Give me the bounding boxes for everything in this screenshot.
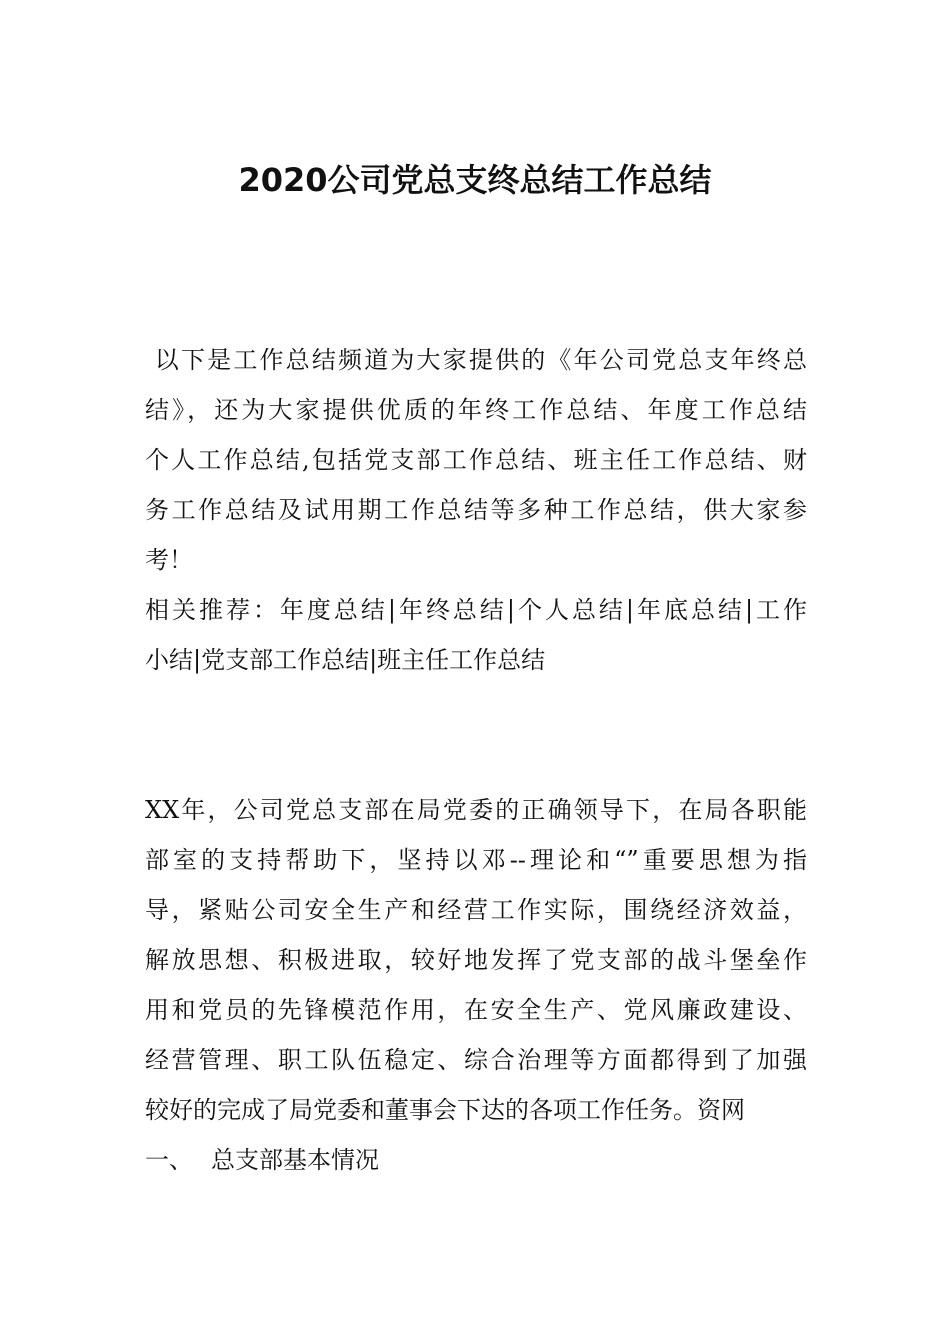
section-heading-number: 一、 (145, 1146, 193, 1174)
body-paragraph (145, 785, 807, 1135)
intro-paragraph (145, 335, 807, 585)
recommend-line: 小结|党支部工作总结|班主任工作总结 (145, 646, 546, 674)
intro-line: 考！ (145, 546, 193, 574)
intro-line: 个人工作总结,包括党支部工作总结、班主任工作总结、财 (145, 446, 807, 474)
body-line: 用和党员的先锋模范作用，在安全生产、党风廉政建设、 (145, 996, 807, 1024)
recommend-paragraph (145, 585, 807, 685)
body-line: 较好的完成了局党委和董事会下达的各项工作任务。资网 (145, 1096, 745, 1124)
section-heading-1 (145, 1135, 807, 1185)
intro-line: 结》，还为大家提供优质的年终工作总结、年度工作总结 (145, 396, 807, 424)
body-line: 导，紧贴公司安全生产和经营工作实际，围绕经济效益， (145, 896, 807, 924)
recommend-line: 相关推荐：年度总结|年终总结|个人总结|年底总结|工作 (145, 596, 807, 624)
intro-line: 务工作总结及试用期工作总结等多种工作总结，供大家参 (145, 496, 807, 524)
body-line: 经营管理、职工队伍稳定、综合治理等方面都得到了加强 (145, 1046, 807, 1074)
body-line: XX年，公司党总支部在局党委的正确领导下，在局各职能 (145, 796, 807, 824)
body-line: 部室的支持帮助下，坚持以邓--理论和“”重要思想为指 (145, 846, 807, 874)
section-heading-line (145, 1135, 807, 1185)
intro-line: 以下是工作总结频道为大家提供的《年公司党总支年终总 (145, 346, 807, 374)
body-line: 解放思想、积极进取，较好地发挥了党支部的战斗堡垒作 (145, 946, 807, 974)
section-heading-text: 总支部基本情况 (211, 1146, 379, 1174)
document-title: 2020公司党总支终总结工作总结 (238, 161, 712, 199)
